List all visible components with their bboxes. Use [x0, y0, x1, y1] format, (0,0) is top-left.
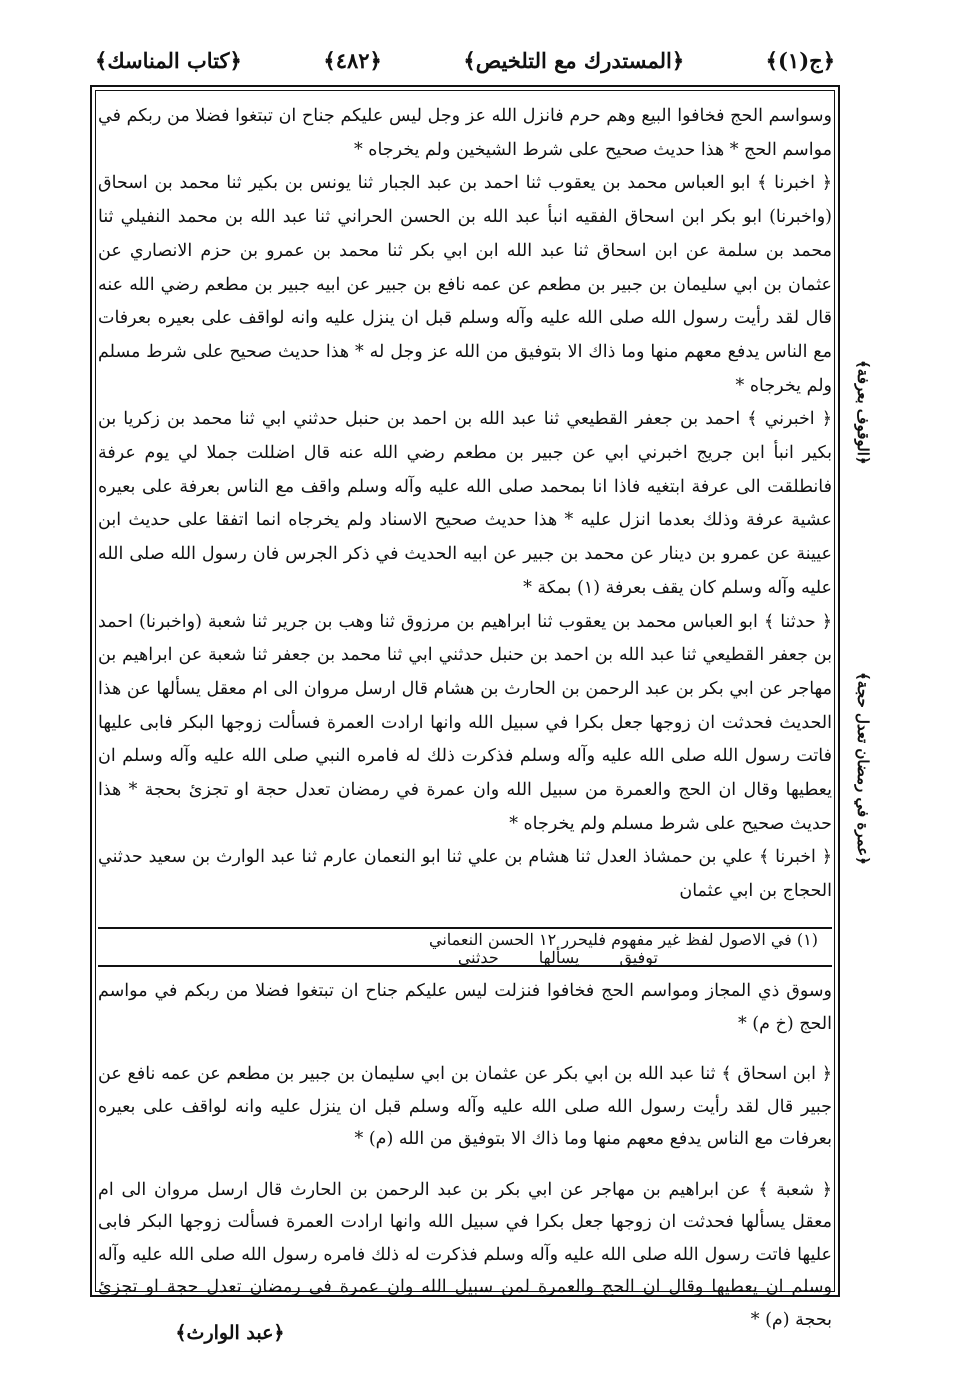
appendix-paragraph-2: ﴿ ابن اسحاق ﴾ ثنا عبد الله بن ابي بكر عن عثمان بن ابي سليمان بن جبير بن مطعم عن عمه نافع عن جبير قال لقد رأيت رسول الله صلى الله عليه وآله وسلم قبل ان ينزل عليه وانه لواقف على بعيره بعرفات مع الناس يدفع معهم منها وما ذاك الا بتوفيق من الله (م) *: [98, 1064, 832, 1149]
footnote-word-2: يسألها: [538, 948, 580, 967]
footnote-line: (١) في الاصول لفظ غير مفهوم فليحرر ١٢ الحسن النعماني: [428, 930, 818, 949]
page-number: ﴿٤٨٢﴾: [323, 47, 382, 73]
main-paragraph-1: وسواسم الحج فخافوا البيع وهم حرم فانزل الله عز وجل ليس عليكم جناح ان تبتغوا فضلا من ربكم في مواسم الحج * هذا حديث صحيح على شرط الشيخين ولم يخرجاه *: [98, 106, 832, 160]
margin-note-2: ﴿عمرة في رمضان تعدل حجة﴾: [854, 672, 872, 865]
margin-note-1: ﴿الوقوف بعرفة﴾: [854, 360, 872, 465]
footnote-box: [98, 927, 832, 967]
talkhis-section: [98, 975, 832, 1330]
appendix-paragraph-1: وسوق ذي المجاز ومواسم الحج فخافوا فنزلت ليس عليكم جناح ان تبتغوا فضلا من ربكم في مواسم الحج (خ م) *: [98, 981, 832, 1034]
main-paragraph-4: ﴿ حدثنا ﴾ ابو العباس محمد بن يعقوب ثنا ابراهيم بن مرزوق ثنا وهب بن جرير ثنا شعبة (واخبرنا) احمد بن جعفر القطيعي ثنا عبد الله بن احمد بن حنبل حدثني ابي ثنا محمد بن جعفر ثنا شعبة عن ابراهيم بن مهاجر عن ابي بكر بن عبد الرحمن بن الحارث بن هشام قال ارسل مروان الى ام معقل يسألها عن هذا الحديث فحدثت ان زوجها جعل بكرا في سبيل الله وانها ارادت العمرة فسألت زوجها البكر فابى عليها فاتت رسول الله صلى الله عليه وآله وسلم فذكرت ذلك له فامره النبي صلى الله عليه وآله وسلم ان يعطيها وقال ان الحج والعمرة من سبيل الله وان عمرة في رمضان تعدل حجة او تجزئ بحجة * هذا حديث صحيح على شرط مسلم ولم يخرجاه *: [98, 611, 832, 834]
chapter-title: ﴿كتاب المناسك﴾: [95, 47, 242, 73]
main-paragraph-2: ﴿ اخبرنا ﴾ ابو العباس محمد بن يعقوب ثنا احمد بن عبد الجبار ثنا يونس بن بكير ثنا محمد بن اسحاق (واخبرنا) ابو بكر ابن اسحاق الفقيه انبأ عبد الله بن الحسن الحراني ثنا عبد الله بن محمد النفيلي ثنا محمد بن سلمة عن ابن اسحاق ثنا عبد الله ابن ابي بكر ثنا محمد بن عمرو بن حزم الانصاري عن عثمان بن ابي سليمان بن جبير بن مطعم عن عمه نافع بن جبير عن ابيه جبير بن مطعم رضي الله عنه قال لقد رأيت رسول الله صلى الله عليه وآله وسلم قبل ان ينزل عليه وانه لواقف على بعيره بعرفات مع الناس يدفع معهم منها وما ذاك الا بتوفيق من الله عز وجل له * هذا حديث صحيح على شرط مسلم ولم يخرجاه *: [98, 173, 833, 396]
main-paragraph-5: ﴿ اخبرنا ﴾ علي بن حمشاذ العدل ثنا هشام بن علي ثنا ابو النعمان عارم ثنا عبد الوارث بن سعيد حدثني الحجاج بن ابي عثمان: [98, 847, 832, 902]
part-label: ﴿ج(١)﴾: [765, 47, 835, 73]
footnote-word-1: توفيق: [619, 948, 658, 967]
footnote-words: [112, 949, 658, 967]
main-text-body: [98, 100, 832, 920]
main-paragraph-3: ﴿ اخبرني ﴾ احمد بن جعفر القطيعي ثنا عبد الله بن احمد بن حنبل حدثني ابي ثنا محمد بن زكريا بن بكير انبأ ابن جريج اخبرني ابي عن جبير بن مطعم رضي الله عنه قال اضللت جملا لي يوم عرفة فانطلقت الى عرفة ابتغيه فاذا انا بمحمد صلى الله عليه وآله وسلم واقف مع الناس بعرفة على بعيره عشية عرفة وذلك بعدما انزل عليه * هذا حديث صحيح الاسناد ولم يخرجاه انما اتفقا على حديث ابن عيينة عن عمرو بن دينار عن محمد بن جبير عن ابيه الحديث في ذكر الجرس فان رسول الله صلى الله عليه وآله وسلم كان يقف بعرفة (١) بمكة *: [98, 409, 832, 598]
appendix-paragraph-3: ﴿ شعبة ﴾ عن ابراهيم بن مهاجر عن ابي بكر بن عبد الرحمن بن الحارث قال ارسل مروان الى ام معقل يسألها فحدثت ان زوجها جعل بكرا في سبيل الله وانها ارادت العمرة فسألت زوجها البكر فابى عليها فاتت رسول الله صلى الله عليه وآله وسلم فذكرت له ذلك فامره رسول الله صلى الله عليه وآله وسلم ان يعطيها وقال ان الحج والعمرة لمن سبيل الله وان عمرة في رمضان تعدل حجة او تجزئ بحجة (م) *: [98, 1179, 832, 1330]
page-header: [95, 42, 835, 78]
footnote-word-3: حدثني: [457, 948, 499, 967]
book-title: ﴿المستدرك مع التلخيص﴾: [463, 47, 685, 73]
catchword-footer: ﴿عبد الوارث﴾: [175, 1322, 285, 1344]
